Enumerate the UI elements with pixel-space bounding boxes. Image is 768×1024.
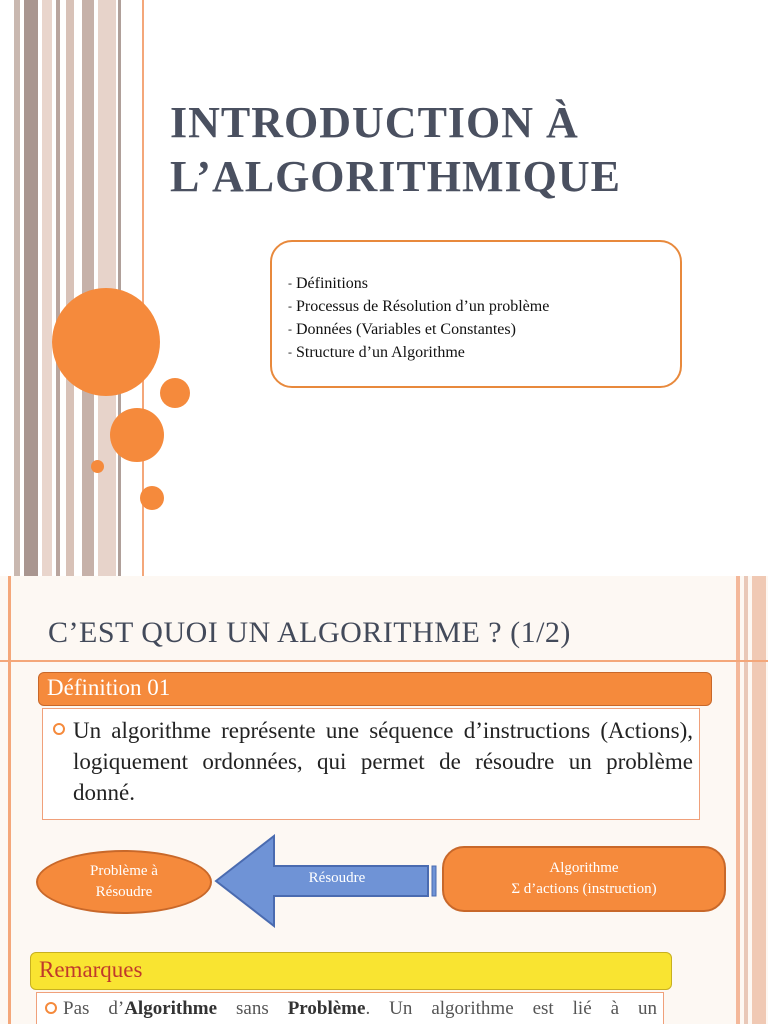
slide-title: C’EST QUOI UN ALGORITHME ? (1/2)	[48, 616, 571, 649]
outline-list	[272, 242, 680, 364]
stripe-decoration	[8, 576, 11, 1024]
remarks-body	[36, 992, 664, 1024]
algorithm-box: Algorithme Σ d’actions (instruction)	[442, 846, 726, 912]
stripe-decoration	[82, 0, 94, 576]
decorative-circle-large	[52, 288, 160, 396]
outline-box	[270, 240, 682, 388]
problem-ellipse: Problème à Résoudre	[36, 850, 212, 914]
title-line-2: L’ALGORITHMIQUE	[170, 152, 622, 201]
definition-header: Définition 01	[38, 672, 712, 706]
stripe-decoration	[744, 576, 748, 1024]
title-divider	[0, 660, 768, 662]
remarks-text: Pas d’Algorithme sans Problème. Un algorithme est lié à un	[63, 998, 657, 1019]
decorative-circle	[110, 408, 164, 462]
outline-item: - Définitions	[288, 275, 368, 292]
decorative-circle	[91, 460, 104, 473]
bullet-icon	[53, 723, 65, 735]
definition-body	[42, 708, 700, 820]
stripe-decoration	[66, 0, 74, 576]
slide-title	[170, 96, 750, 204]
stripe-decoration	[752, 576, 766, 1024]
outline-item: - Données (Variables et Constantes)	[288, 321, 516, 338]
decorative-circle	[160, 378, 190, 408]
remarks-header: Remarques	[30, 952, 672, 990]
stripe-decoration	[56, 0, 60, 576]
stripe-decoration	[118, 0, 121, 576]
content-slide	[0, 576, 768, 1024]
arrow-tail-bar	[432, 866, 436, 896]
stripe-decoration	[24, 0, 38, 576]
stripe-decoration	[42, 0, 52, 576]
title-line-1: INTRODUCTION À	[170, 98, 579, 147]
outline-item: - Processus de Résolution d’un problème	[288, 298, 550, 315]
stripe-decoration	[14, 0, 20, 576]
bullet-icon	[45, 1002, 57, 1014]
stripe-decoration	[736, 576, 740, 1024]
decorative-circle	[140, 486, 164, 510]
arrow-label: Résoudre	[308, 870, 366, 886]
outline-item: - Structure d’un Algorithme	[288, 344, 465, 361]
definition-text: Un algorithme représente une séquence d’instructions (Actions), logiquement ordonnées, qui permet de résoudre un problème donné.	[73, 718, 693, 805]
